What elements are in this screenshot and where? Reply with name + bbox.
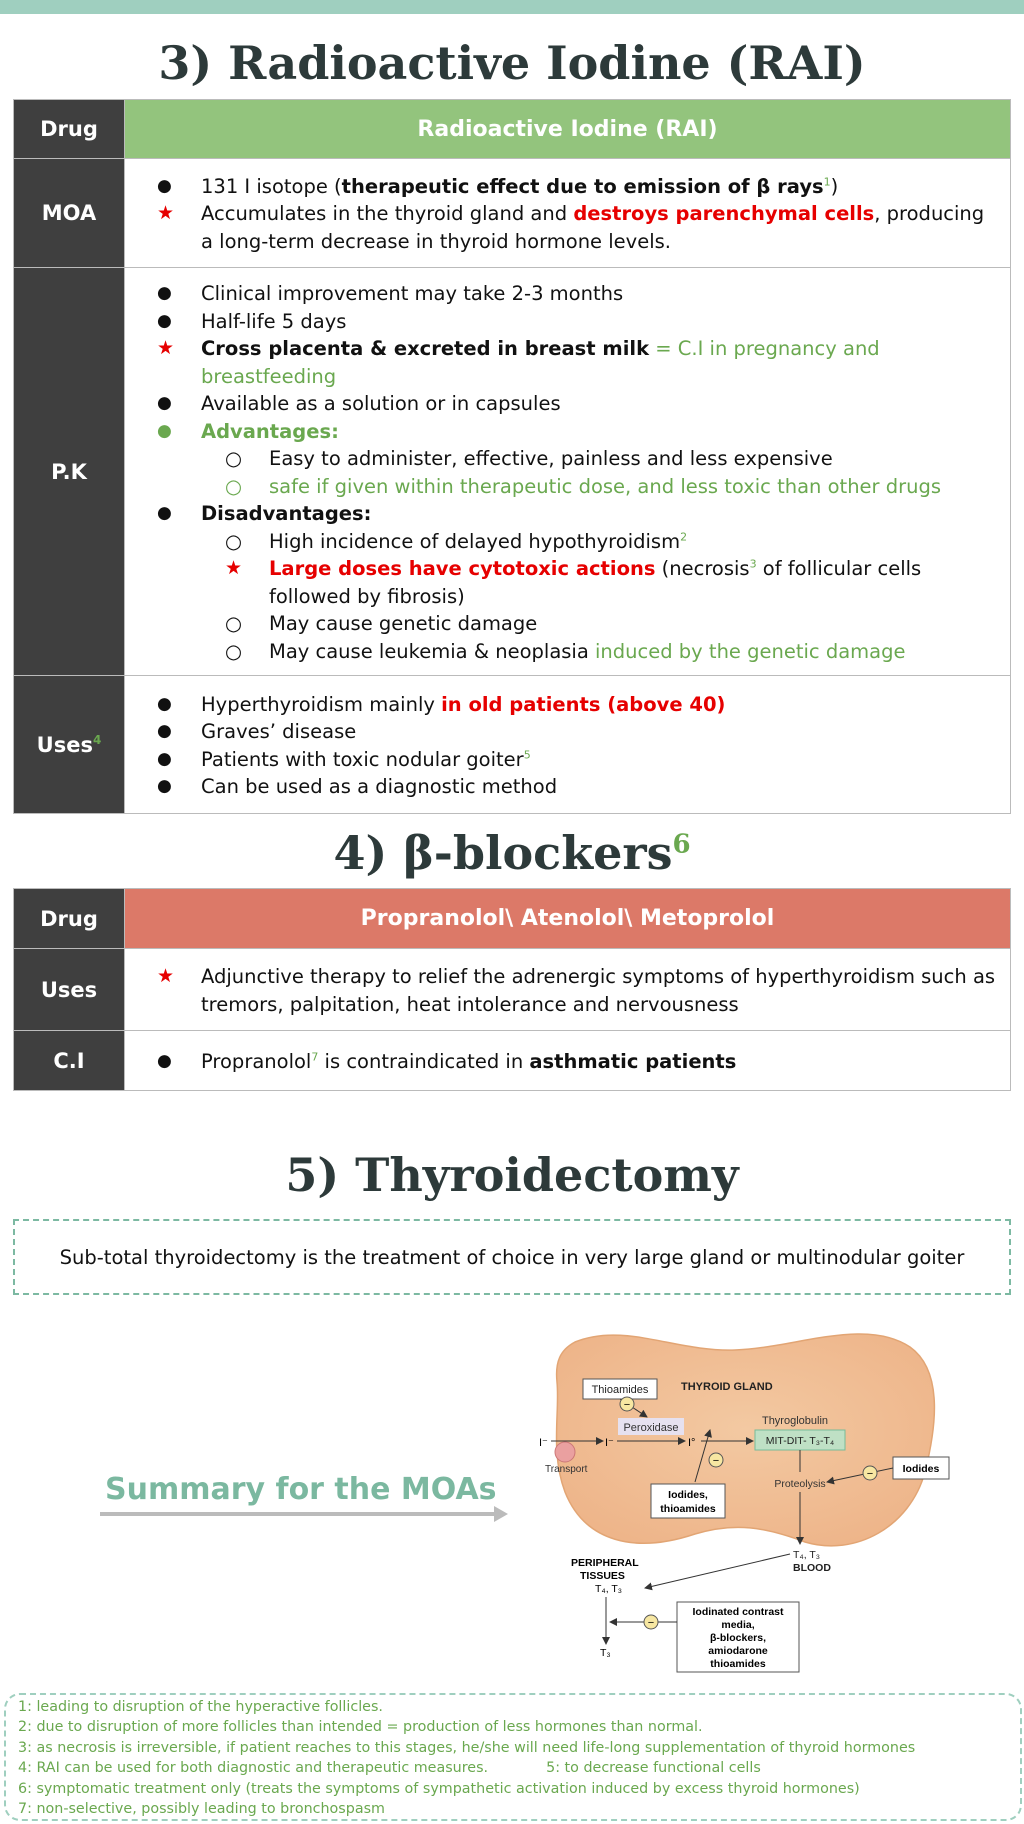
thyroidectomy-box [13,1219,1011,1295]
ci-label: C.I [14,1031,125,1091]
arrow-right-icon [494,1506,508,1522]
rai-pk-row [14,268,1011,676]
moa-body [125,159,1011,268]
drug-label: Drug [14,100,125,159]
diagram-label: BLOOD [793,1562,831,1574]
list-item [157,691,1002,719]
list-item [157,638,1002,666]
footnote-ref: 2 [680,530,688,543]
moa-bold: therapeutic effect due to emission of β rays [341,174,824,198]
diagram-label: Thyroglobulin [761,1415,829,1427]
ci-bold: asthmatic patients [529,1049,737,1073]
use-item: Graves’ disease [201,720,357,743]
uses-label: Uses [14,949,125,1031]
diagram-label: Peroxidase [623,1422,679,1434]
list-item [157,528,1002,556]
diagram-label: T₃ [600,1647,611,1659]
diagram-label: − [623,1399,631,1411]
use-highlight: in old patients (above 40) [441,692,726,716]
footnote-ref: 4 [92,732,102,747]
advantages-heading: Advantages: [201,419,339,443]
list-item [157,200,1002,255]
star-icon: ★ [157,337,175,359]
title-text: 4) β-blockers [333,826,673,880]
diagram-label: Iodides, [668,1489,708,1501]
drug-name: Propranolol\ Atenolol\ Metoprolol [125,889,1011,949]
diagram-arrow [645,1554,790,1588]
ci-text: Propranolol [201,1049,312,1073]
list-item [157,418,1002,446]
diagram-label: THYROID GLAND [681,1381,773,1393]
list-item [157,473,1002,501]
pk-note: = C.I in pregnancy and breastfeeding [201,337,880,388]
uses-label [14,676,125,814]
list-item [157,963,1002,1018]
advantage-item: Easy to administer, effective, painless and less expensive [269,447,833,470]
bullet-icon: ● [157,693,172,714]
moa-text: 131 I isotope ( [201,174,342,198]
bullet-icon: ● [157,1050,172,1071]
disadvantage-item: May cause leukemia & neoplasia [269,639,595,663]
ci-body [125,1031,1011,1091]
rai-moa-row [14,159,1011,268]
moa-highlight: destroys parenchymal cells [573,202,875,226]
bullet-icon: ● [157,776,172,796]
uses-body [125,676,1011,814]
diagram-label: Iodides [902,1463,940,1475]
pk-item-bold: Cross placenta & excreted in breast milk [201,337,650,360]
diagram-label: Iodinated contrast [692,1606,784,1618]
moa-text: Accumulates in the thyroid gland and [201,202,574,226]
footnote-ref: 6 [672,829,691,860]
list-item [157,746,1002,774]
beta-blockers-table [13,888,1011,1091]
list-item [157,280,1002,308]
drug-name: Radioactive Iodine (RAI) [125,100,1011,159]
footnote-row [18,1758,1008,1778]
diagram-label: T₄, T₃ [595,1583,623,1595]
rai-uses-row [14,676,1011,814]
diagram-label: − [647,1617,655,1629]
footnote-ref: 3 [749,557,757,571]
circle-bullet-icon: ○ [225,474,243,498]
footnote: 7: non-selective, possibly leading to bronchospasm [18,1801,385,1818]
disadvantage-item: High incidence of delayed hypothyroidism [269,529,681,553]
bullet-icon: ● [157,283,172,303]
list-item [157,610,1002,638]
list-item [157,335,1002,390]
disadvantage-item: May cause genetic damage [269,612,538,635]
list-item [157,390,1002,418]
diagram-label: thioamides [710,1658,766,1670]
disadvantage-highlight: Large doses have cytotoxic actions [269,557,656,580]
star-icon: ★ [157,202,175,225]
disadvantages-heading: Disadvantages: [201,502,372,525]
diagram-label: T₄, T₃ [793,1549,821,1561]
star-icon: ★ [157,965,175,987]
section-title-rai: 3) Radioactive Iodine (RAI) [158,36,866,90]
moa-label: MOA [14,159,125,268]
disadvantage-note: induced by the genetic damage [595,639,906,663]
bullet-icon: ● [157,721,172,741]
rai-drug-row [14,100,1011,159]
bullet-icon: ● [157,420,172,441]
diagram-label: media, [721,1619,755,1631]
diagram-label: Transport [545,1464,588,1475]
thyroidectomy-text: Sub-total thyroidectomy is the treatment of choice in very large gland or multinodular goiter [59,1245,965,1269]
advantage-item: safe if given within therapeutic dose, and less toxic than other drugs [269,474,942,498]
use-item: Hyperthyroidism mainly [201,692,442,716]
top-accent-bar [0,0,1024,14]
bb-ci-row [14,1031,1011,1091]
ci-text: is contraindicated in [318,1049,530,1073]
use-item: Patients with toxic nodular goiter [201,747,524,771]
footnote: 1: leading to disruption of the hyperactive follicles. [18,1699,383,1715]
bullet-icon: ● [157,175,172,196]
diagram-label: I⁻ [605,1437,614,1449]
bullet-icon: ● [157,310,172,331]
summary-label: Summary for the MOAs [105,1472,497,1507]
list-item [157,445,1002,473]
moa-text: ) [830,174,839,198]
footnote: 5: to decrease functional cells [546,1760,761,1777]
list-item [157,1048,1002,1076]
rai-table [13,99,1011,814]
bullet-icon: ● [157,503,172,523]
footnote: 2: due to disruption of more follicles than intended = production of less hormones than normal. [18,1719,703,1736]
diagram-label: amiodarone [708,1645,768,1657]
moa-text: , producing a long-term decrease in thyroid hormone levels. [201,202,985,253]
bullet-icon: ● [157,393,172,413]
section-title-thyroidectomy: 5) Thyroidectomy [285,1148,739,1202]
pk-item: Clinical improvement may take 2-3 months [201,282,624,305]
footnote-ref: 5 [523,748,531,761]
list-item [157,173,1002,201]
circle-bullet-icon: ○ [225,529,243,553]
thyroid-moa-diagram [535,1322,955,1674]
circle-bullet-icon: ○ [225,612,243,635]
summary-arrow-line [100,1512,496,1516]
disadvantage-item: of follicular cells followed by fibrosis) [269,557,922,608]
footnote: 3: as necrosis is irreversible, if patient reaches to this stages, he/she will need life-long supplementation of thyroid hormones [18,1739,916,1756]
uses-label-text: Uses [36,732,93,757]
list-item [157,500,1002,528]
pk-item: Half-life 5 days [201,309,347,333]
diagram-label: TISSUES [580,1570,625,1582]
transport-icon [555,1442,575,1462]
drug-label: Drug [14,889,125,949]
section-title-beta-blockers [0,826,1024,880]
bb-uses-row [14,949,1011,1031]
list-item [157,773,1002,801]
diagram-label: Thioamides [591,1384,649,1396]
diagram-label: thioamides [660,1503,716,1515]
pk-body [125,268,1011,676]
use-item: Adjunctive therapy to relief the adrenergic symptoms of hyperthyroidism such as tremors, palpitation, heat intolerance and nervousness [201,965,996,1016]
footnote: 6: symptomatic treatment only (treats the symptoms of sympathetic activation induced by excess thyroid hormones) [18,1780,860,1797]
diagram-label: I⁻ [539,1437,548,1449]
diagram-label: β-blockers, [709,1632,767,1644]
uses-body [125,949,1011,1031]
star-icon: ★ [225,557,243,579]
list-item [157,555,1002,610]
diagram-label: Proteolysis [774,1478,826,1490]
list-item [157,718,1002,746]
diagram-label: MIT-DIT- T₃-T₄ [765,1435,835,1447]
pk-label: P.K [14,268,125,676]
circle-bullet-icon: ○ [225,447,243,470]
diagram-label: − [866,1468,874,1480]
list-item [157,308,1002,336]
footnotes-box [4,1693,1022,1821]
diagram-label: − [712,1455,720,1467]
diagram-label: PERIPHERAL [571,1557,639,1569]
use-item: Can be used as a diagnostic method [201,775,558,798]
footnote-ref: 7 [311,1050,319,1064]
footnote: 4: RAI can be used for both diagnostic and therapeutic measures. [18,1760,489,1777]
pk-item: Available as a solution or in capsules [201,392,561,415]
bullet-icon: ● [157,748,172,769]
circle-bullet-icon: ○ [225,639,243,663]
disadvantage-item: (necrosis [655,557,750,580]
bb-drug-row [14,889,1011,949]
diagram-label: I° [688,1437,696,1449]
footnote-ref: 1 [823,175,831,189]
